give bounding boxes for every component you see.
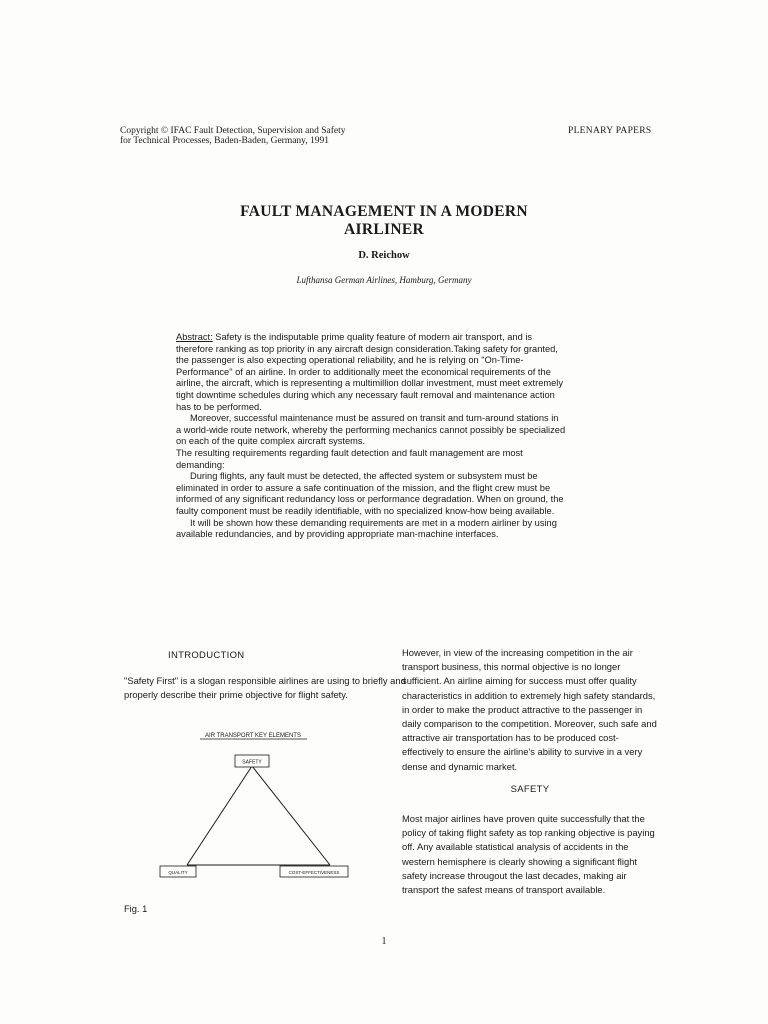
abstract-paragraph-3: The resulting requirements regarding fault detection and fault management are most demanding:	[176, 447, 523, 470]
abstract-p1-text: Safety is the indisputable prime quality feature of modern air transport, and is therefore ranking as top priority in any aircraft design consideration.Taking safety for granted, the passenger is also expecting operational reliability, and he is relying on "On-Time-Performance" of an airline. In order to additionally meet the economical requirements of the airline, the aircraft, which is representing a multimillion dollar investment, must meet extremely tight downtime schedules during which any necessary fault removal and maintenance action has to be performed.	[176, 332, 564, 412]
key-elements-diagram	[150, 726, 380, 886]
copyright-line-1: Copyright © IFAC Fault Detection, Supervision and Safety	[120, 126, 346, 136]
abstract-paragraph-4: During flights, any fault must be detected, the affected system or subsystem must be eliminated in order to assure a safe continuation of the mission, and the flight crew must be informed of any significant redundancy loss or performance degradation. When on ground, the faulty component must be readily identifiable, with no specialized know-how being available.	[176, 471, 564, 516]
abstract-paragraph-5: It will be shown how these demanding requirements are met in a modern airliner by using available redundancies, and by providing appropriate man-machine interfaces.	[176, 517, 557, 540]
introduction-heading: INTRODUCTION	[168, 650, 245, 661]
introduction-text: "Safety First" is a slogan responsible airlines are using to briefly and properly describe their prime objective for flight safety.	[124, 675, 406, 701]
abstract-paragraph-2: Moreover, successful maintenance must be assured on transit and turn-around stations in a world-wide route network, whereby the performing mechanics cannot possibly be specialized on each of the quite complex aircraft systems.	[176, 413, 566, 447]
abstract-block	[176, 332, 566, 541]
page-number: 1	[381, 936, 387, 947]
node-quality-label: QUALITY	[168, 870, 188, 875]
author-affiliation: Lufthansa German Airlines, Hamburg, Germany	[296, 275, 472, 285]
title-line-2: AIRLINER	[344, 221, 424, 238]
right-column-text	[402, 646, 660, 774]
right-column-paragraph: However, in view of the increasing competition in the air transport business, this normal objective is no longer sufficient. An airline aiming for success must offer quality characteristics in addition to extremely high safety standards, in order to make the product attractive to the passenger in daily comparison to the competition. Moreover, such safe and attractive air transportation has to be produced cost-effectively to ensure the airline's ability to survive in a very dense and dynamic market.	[402, 647, 657, 772]
copyright-line-2: for Technical Processes, Baden-Baden, Germany, 1991	[120, 136, 330, 146]
safety-heading: SAFETY	[510, 784, 550, 795]
abstract-paragraph-1	[176, 332, 566, 413]
safety-text: Most major airlines have proven quite successfully that the policy of taking flight safety as top ranking objective is paying off. Any available statistical analysis of accidents in the western hemisphere is clearly showing a significant flight safety increase througout the last decades, making air transport the safest means of transport available.	[402, 813, 655, 896]
figure-label: Fig. 1	[124, 904, 148, 914]
copyright-notice	[120, 126, 380, 146]
abstract-label: Abstract:	[176, 332, 213, 342]
node-safety-label: SAFETY	[242, 759, 262, 766]
paper-title	[150, 203, 618, 239]
section-label: PLENARY PAPERS	[568, 126, 652, 136]
author-name: D. Reichow	[358, 250, 410, 261]
triangle-edge-right	[252, 766, 330, 865]
triangle-edge-left	[187, 766, 252, 865]
title-line-1: FAULT MANAGEMENT IN A MODERN	[240, 203, 528, 220]
diagram-title: AIR TRANSPORT KEY ELEMENTS	[205, 733, 301, 739]
node-cost-label: COST-EFFECTIVENESS	[288, 870, 340, 875]
